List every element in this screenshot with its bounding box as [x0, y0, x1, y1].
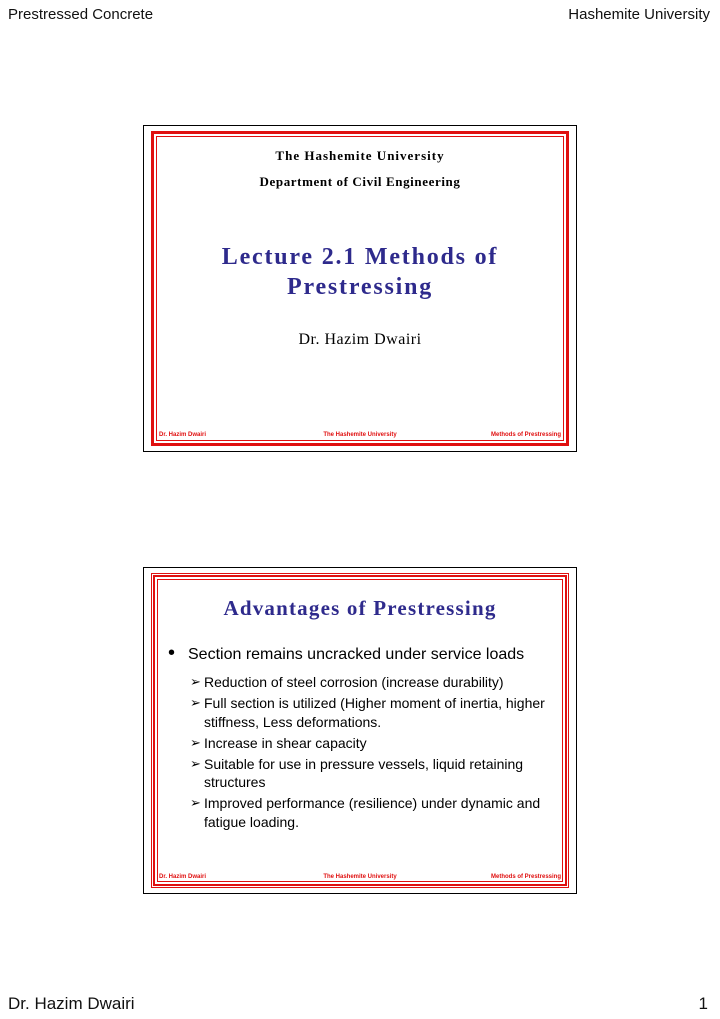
list-item — [190, 734, 570, 753]
list-item — [190, 694, 570, 731]
list-item — [190, 794, 570, 831]
list-item-text: Improved performance (resilience) under dynamic and fatigue loading. — [204, 795, 541, 830]
arrow-bullet-icon: ➢ — [190, 734, 201, 750]
slide-heading: Advantages of Prestressing — [223, 596, 497, 620]
page-header-university: Hashemite University — [568, 6, 710, 23]
bullet-dot-icon: • — [168, 642, 176, 664]
university-name: The Hashemite University — [275, 148, 445, 163]
list-item-text: Full section is utilized (Higher moment of inertia, higher stiffness, Less deformations. — [204, 695, 545, 730]
list-item — [190, 755, 570, 792]
slide-footer-university: The Hashemite University — [323, 432, 397, 438]
list-item-text: Increase in shear capacity — [204, 734, 367, 751]
page-header-course: Prestressed Concrete — [8, 6, 154, 23]
page-number: 1 — [698, 994, 708, 1013]
list-item-text: Reduction of steel corrosion (increase durability) — [204, 674, 504, 690]
slide-footer-topic: Methods of Prestressing — [490, 432, 561, 438]
lecture-title-line-1: Lecture 2.1 Methods of — [221, 244, 499, 270]
lecture-title-line-2: Prestressing — [286, 274, 434, 300]
arrow-bullet-icon: ➢ — [190, 695, 201, 710]
department-name: Department of Civil Engineering — [259, 174, 461, 189]
list-item-text: Suitable for use in pressure vessels, liquid retaining structures — [204, 755, 524, 790]
slide-footer-author: Dr. Hazim Dwairi — [159, 874, 207, 880]
slide-footer-university: The Hashemite University — [323, 874, 397, 880]
arrow-bullet-icon: ➢ — [190, 674, 201, 689]
slide-footer-topic: Methods of Prestressing — [490, 874, 561, 880]
arrow-bullet-icon: ➢ — [190, 755, 201, 771]
sub-bullet-list — [190, 673, 570, 834]
slide-footer-author: Dr. Hazim Dwairi — [159, 432, 207, 438]
slide-title — [143, 125, 577, 452]
slide-advantages — [143, 567, 577, 894]
main-bullet-text: Section remains uncracked under service loads — [188, 646, 525, 663]
page-footer-author: Dr. Hazim Dwairi — [8, 994, 135, 1013]
list-item — [190, 673, 570, 692]
lecture-title — [144, 242, 576, 302]
arrow-bullet-icon: ➢ — [190, 795, 201, 810]
author-name: Dr. Hazim Dwairi — [298, 331, 422, 348]
